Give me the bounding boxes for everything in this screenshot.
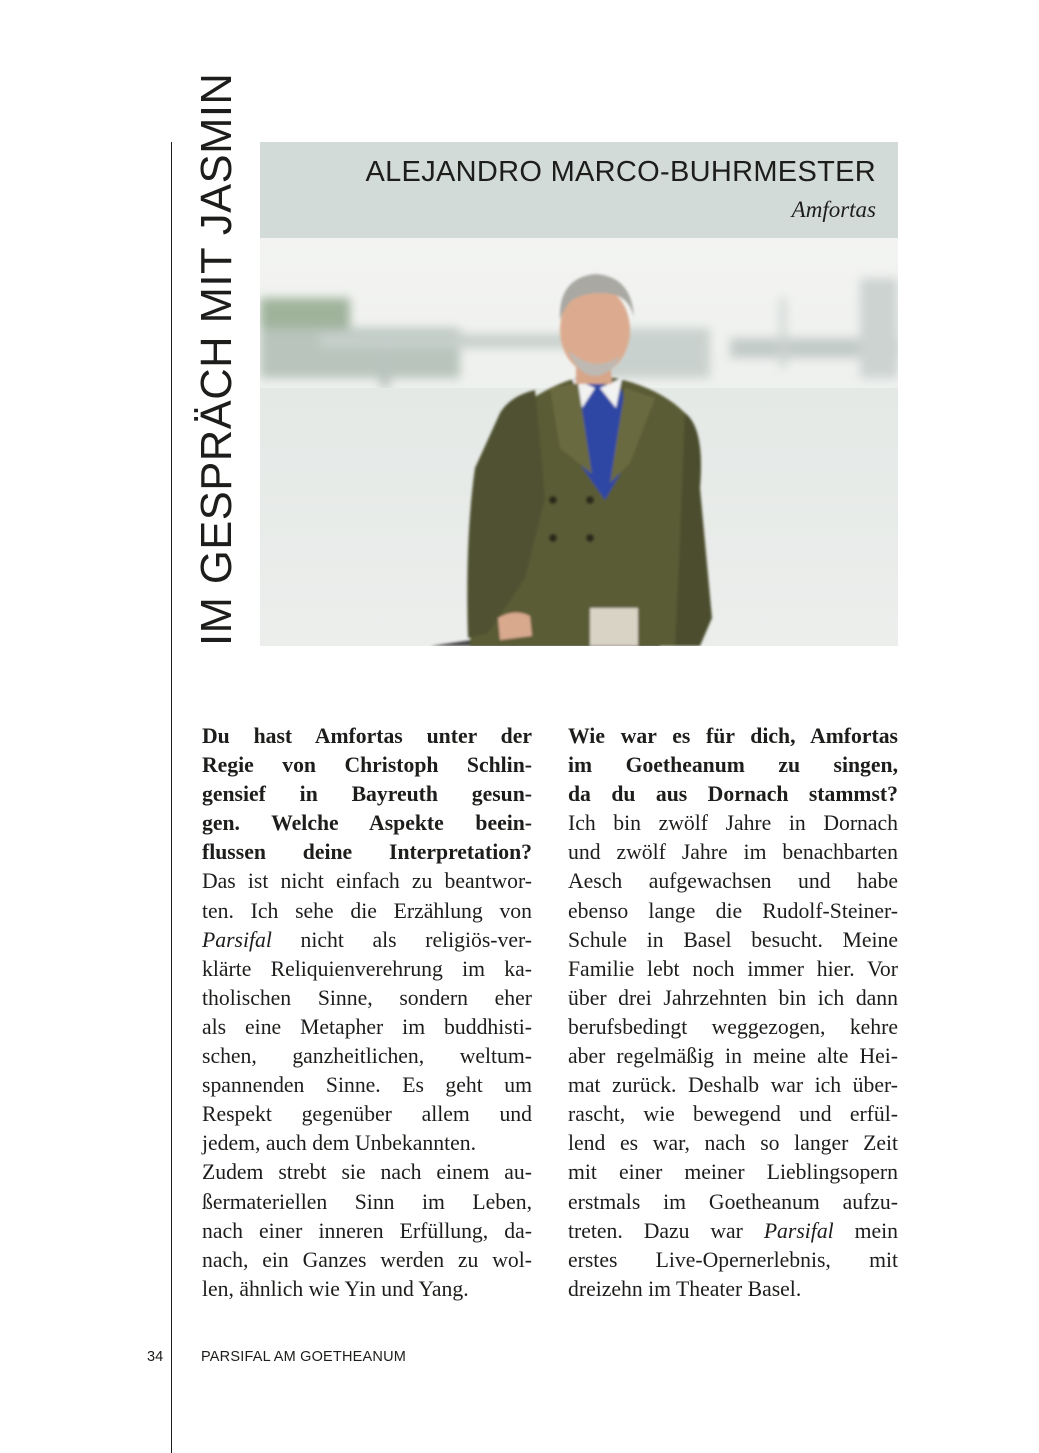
answer-1-line: jedem, auch dem Unbekannten.: [202, 1131, 477, 1156]
answer-2-line: lend es war, nach so langer Zeit: [568, 1131, 898, 1156]
answer-2-line: Schule in Basel besucht. Meine: [568, 927, 898, 952]
answer-1-line: Zudem strebt sie nach einem au-: [202, 1160, 532, 1185]
answer-2-line: erstmals im Goetheanum aufzu-: [568, 1189, 898, 1214]
margin-rule: [171, 142, 172, 1453]
answer-2-line: und zwölf Jahre im benachbarten: [568, 840, 898, 865]
question-2-line: da du aus Dornach stammst?: [568, 782, 898, 807]
answer-1-line: ten. Ich sehe die Erzählung von: [202, 898, 532, 923]
answer-2-line: Familie lebt noch immer hier. Vor: [568, 956, 898, 981]
answer-2-line: berufsbedingt weggezogen, kehre: [568, 1014, 898, 1039]
column-1: [202, 722, 532, 1304]
opera-title: Parsifal: [202, 927, 272, 952]
answer-2-line: über drei Jahrzehnten bin ich dann: [568, 985, 898, 1010]
answer-1: [202, 867, 532, 1303]
interviewee-name: ALEJANDRO MARCO-BUHRMESTER: [365, 156, 876, 188]
question-1-line: gensief in Bayreuth gesun-: [202, 782, 532, 807]
answer-1-line: Parsifal nicht als religiös-ver-: [202, 927, 532, 952]
header-box: [260, 142, 898, 238]
question-2-line: im Goetheanum zu singen,: [568, 753, 898, 778]
opera-title: Parsifal: [763, 1218, 834, 1243]
question-1-line: Du hast Amfortas unter der: [202, 724, 532, 748]
question-1: [202, 722, 532, 867]
interviewee-role: Amfortas: [791, 197, 876, 222]
answer-2-line: mit einer meiner Lieblingsopern: [568, 1160, 898, 1185]
question-2: [568, 722, 898, 809]
answer-2-line: Aesch aufgewachsen und habe: [568, 869, 898, 894]
running-head: PARSIFAL AM GOETHEANUM: [201, 1349, 407, 1365]
answer-2-line: mat zurück. Deshalb war ich über-: [568, 1073, 898, 1098]
answer-1-line: ßermateriellen Sinn im Leben,: [202, 1189, 532, 1214]
answer-1-line: tholischen Sinne, sondern eher: [202, 985, 532, 1010]
portrait-photo-illustration: [260, 238, 898, 646]
answer-2-line: treten. Dazu war Parsifal mein: [568, 1218, 898, 1243]
question-1-line: gen. Welche Aspekte beein-: [202, 811, 532, 836]
portrait-photo: [260, 238, 898, 646]
answer-1-line: Respekt gegenüber allem und: [202, 1102, 532, 1127]
answer-1-line: Das ist nicht einfach zu beantwor-: [202, 869, 532, 894]
answer-2-line: rascht, wie bewegend und erfül-: [568, 1102, 898, 1127]
answer-1-line: len, ähnlich wie Yin und Yang.: [202, 1276, 469, 1301]
question-1-line: Regie von Christoph Schlin-: [202, 753, 532, 778]
side-title: IM GESPRÄCH MIT JASMIN: [193, 72, 241, 646]
answer-2-line: ebenso lange die Rudolf-Steiner-: [568, 898, 898, 923]
page-number: 34: [147, 1349, 164, 1365]
column-2: [568, 722, 898, 1304]
answer-2-line: aber regelmäßig in meine alte Hei-: [568, 1044, 898, 1069]
answer-1-line: spannenden Sinne. Es geht um: [202, 1073, 532, 1098]
answer-1-line: schen, ganzheitlichen, weltum-: [202, 1044, 532, 1069]
answer-2-line: erstes Live-Opernerlebnis, mit: [568, 1247, 898, 1272]
question-1-line: flussen deine Interpretation?: [202, 840, 532, 865]
answer-1-line: klärte Reliquienverehrung im ka-: [202, 956, 532, 981]
answer-2: [568, 809, 898, 1304]
question-2-line: Wie war es für dich, Amfortas: [568, 724, 898, 748]
answer-1-line: nach, ein Ganzes werden zu wol-: [202, 1247, 532, 1272]
answer-2-line: dreizehn im Theater Basel.: [568, 1276, 802, 1301]
answer-2-line: Ich bin zwölf Jahre in Dornach: [568, 811, 898, 836]
answer-1-line: als eine Metapher im buddhisti-: [202, 1014, 532, 1039]
answer-1-line: nach einer inneren Erfüllung, da-: [202, 1218, 532, 1243]
